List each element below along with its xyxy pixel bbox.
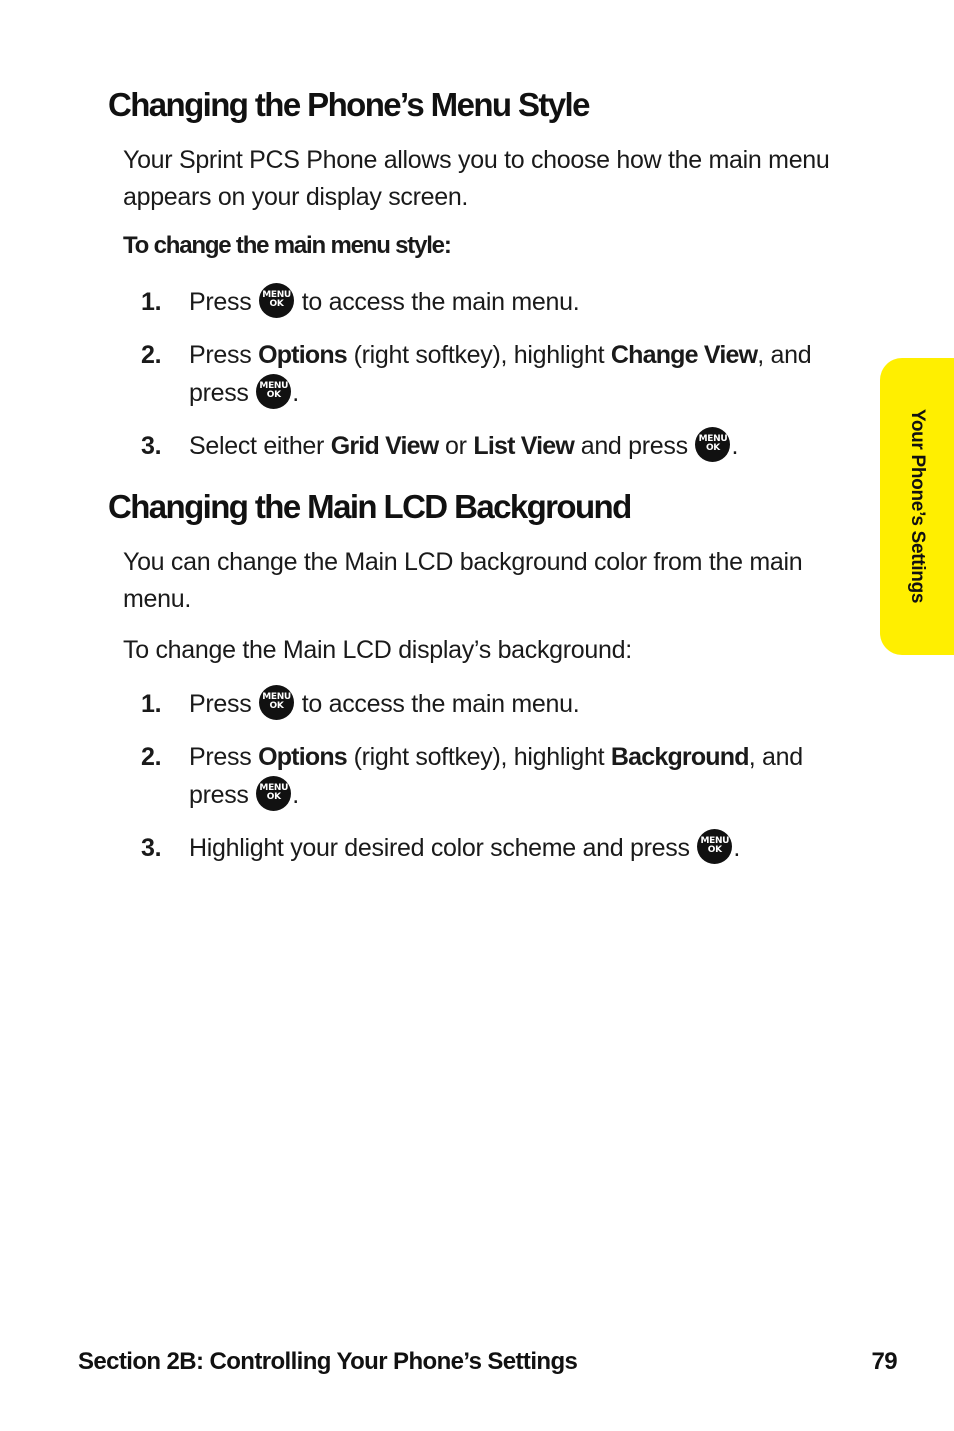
section-intro-lcd-background: You can change the Main LCD background color from the main menu.: [123, 548, 803, 613]
step-text: , and press: [189, 341, 812, 407]
step-number: 3.: [141, 432, 162, 460]
step-text: Press: [189, 288, 252, 316]
step-2-lcd-background: [141, 738, 866, 814]
step-text: , and press: [189, 743, 803, 809]
section-intro-menu-style: Your Sprint PCS Phone allows you to choose how the main menu appears on your display screen.: [123, 146, 830, 211]
menu-ok-key-icon: MENU OK: [259, 685, 294, 720]
step-1-menu-style: [141, 283, 866, 321]
step-text: .: [733, 834, 740, 862]
background-option-label: Background: [610, 743, 749, 771]
step-text: .: [292, 781, 299, 809]
step-number: 3.: [141, 834, 162, 862]
step-3-menu-style: [141, 427, 866, 465]
procedure-heading-menu-style: To change the main menu style:: [123, 232, 451, 259]
step-text: Select either: [189, 432, 325, 460]
step-text: Press: [189, 341, 252, 369]
step-text: .: [292, 379, 299, 407]
footer-section-title: Section 2B: Controlling Your Phone’s Settings: [78, 1348, 578, 1375]
list-view-option-label: List View: [473, 432, 575, 460]
step-1-lcd-background: [141, 685, 866, 723]
menu-ok-key-icon: MENU OK: [256, 776, 291, 811]
section-title-menu-style: Changing the Phone’s Menu Style: [108, 86, 589, 123]
options-softkey-label: Options: [258, 341, 347, 369]
step-number: 1.: [141, 288, 162, 316]
step-text: Press: [189, 743, 252, 771]
menu-ok-key-icon: MENU OK: [695, 427, 730, 462]
side-tab-label: Your Phone’s Settings: [907, 408, 928, 604]
grid-view-option-label: Grid View: [330, 432, 439, 460]
step-number: 2.: [141, 341, 162, 369]
menu-ok-key-icon: MENU OK: [256, 374, 291, 409]
step-number: 2.: [141, 743, 162, 771]
step-text: or: [445, 432, 467, 460]
step-3-lcd-background: [141, 829, 866, 867]
procedure-heading-lcd-background: To change the Main LCD display’s background:: [123, 636, 632, 664]
step-2-menu-style: [141, 336, 866, 412]
menu-ok-key-icon: MENU OK: [259, 283, 294, 318]
options-softkey-label: Options: [258, 743, 347, 771]
step-number: 1.: [141, 690, 162, 718]
section-title-lcd-background: Changing the Main LCD Background: [108, 488, 631, 525]
step-text: Press: [189, 690, 252, 718]
step-text: (right softkey), highlight: [353, 743, 605, 771]
page-number: 79: [871, 1348, 897, 1375]
step-text: (right softkey), highlight: [353, 341, 605, 369]
menu-ok-key-icon: MENU OK: [697, 829, 732, 864]
step-text: and press: [580, 432, 688, 460]
step-text: .: [731, 432, 739, 460]
step-text: to access the main menu.: [301, 690, 580, 718]
step-text: to access the main menu.: [301, 288, 580, 316]
change-view-option-label: Change View: [610, 341, 758, 369]
step-text: Highlight your desired color scheme and press: [189, 834, 690, 862]
